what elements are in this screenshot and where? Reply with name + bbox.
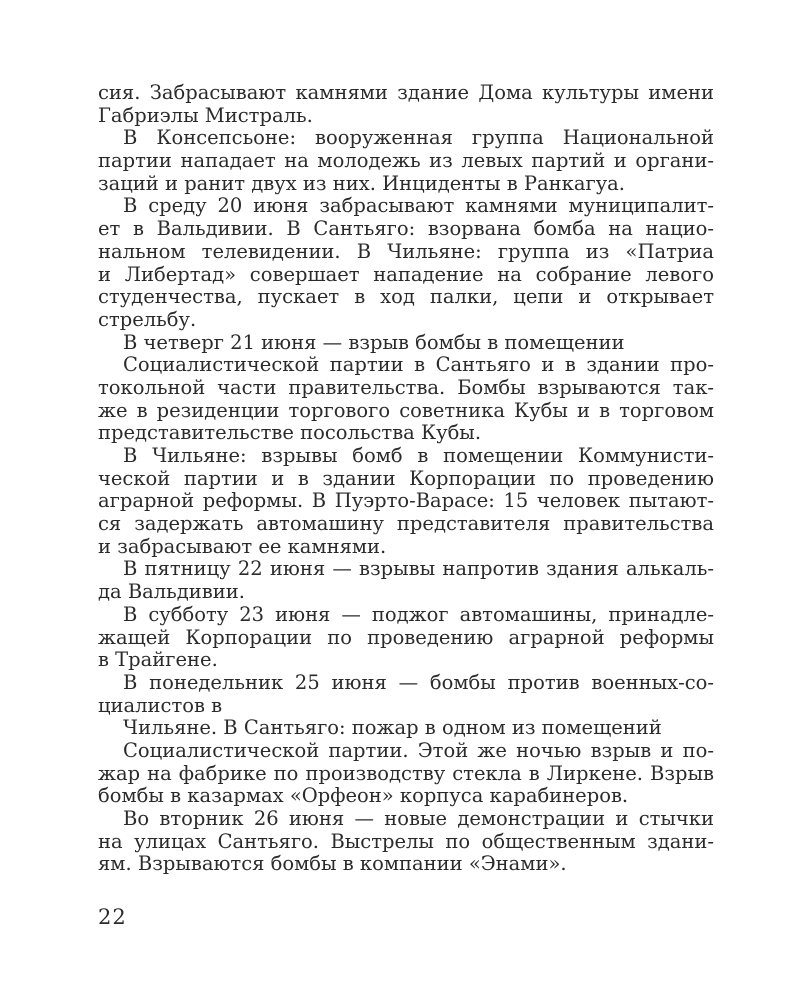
text-line: В субботу 23 июня — поджог автомашины, принадле- — [123, 602, 714, 626]
text-line: аграрной реформы. В Пуэрто-Варасе: 15 человек пытают- — [98, 489, 714, 513]
text-line: Чильяне. В Сантьяго: пожар в одном из помещений — [123, 716, 662, 740]
text-line: Во вторник 26 июня — новые демонстрации и стычки — [123, 807, 714, 830]
text-line: жащей Корпорации по проведению аграрной реформы — [98, 625, 714, 649]
text-line: сия. Забрасывают камнями здание Дома культуры имени — [98, 81, 714, 104]
text-line: на улицах Сантьяго. Выстрелы по общественным здани- — [98, 829, 714, 853]
text-line: нальном телевидении. В Чильяне: группа из «Патриа — [98, 239, 714, 263]
text-line: ям. Взрываются бомбы в компании «Энами». — [98, 852, 567, 876]
text-line: В среду 20 июня забрасывают камнями муниципалит- — [123, 194, 714, 218]
text-line: жар на фабрике по производству стекла в Лиркене. Взрыв — [98, 761, 714, 785]
text-line: В четверг 21 июня — взрыв бомбы в помещении — [123, 330, 625, 354]
text-line: бомбы в казармах «Орфеон» корпуса карабинеров. — [98, 784, 629, 808]
text-line: токольной части правительства. Бомбы взрываются так- — [98, 375, 714, 399]
text-line: ческой партии и в здании Корпорации по проведению — [98, 466, 714, 490]
text-line: циалистов в — [98, 693, 223, 717]
text-line: стрельбу. — [98, 307, 197, 331]
text-line: ет в Вальдивии. В Сантьяго: взорвана бомба на нацио- — [98, 217, 714, 241]
text-line: студенчества, пускает в ход палки, цепи и открывает — [98, 285, 714, 309]
text-line: же в резиденции торгового советника Кубы и в торговом — [98, 398, 714, 422]
text-line: Социалистической партии. Этой же ночью взрыв и по- — [123, 738, 714, 762]
text-line: заций и ранит двух из них. Инциденты в Ранкагуа. — [98, 171, 625, 195]
text-line: да Вальдивии. — [98, 580, 245, 604]
text-line: В Консепсьоне: вооруженная группа Национальной — [123, 126, 714, 150]
text-line: представительстве посольства Кубы. — [98, 421, 482, 445]
text-line: и забрасывают ее камнями. — [98, 534, 387, 558]
text-line: Габриэлы Мистраль. — [98, 103, 313, 127]
text-line: В пятницу 22 июня — взрывы напротив здания алькаль- — [123, 557, 714, 581]
text-line: Социалистической партии в Сантьяго и в здании про- — [123, 353, 714, 377]
page-number: 22 — [98, 905, 127, 929]
text-line: В Чильяне: взрывы бомб в помещении Коммунисти- — [123, 444, 714, 467]
text-line: В понедельник 25 июня — бомбы против военных-со- — [123, 670, 714, 694]
page-body — [98, 82, 714, 876]
text-line: и Либертад» совершает нападение на собрание левого — [98, 262, 714, 286]
text-line: ся задержать автомашину представителя правительства — [98, 512, 714, 536]
text-line: партии нападает на молодежь из левых партий и органи- — [98, 149, 714, 173]
text-line: в Трайгене. — [98, 648, 218, 672]
